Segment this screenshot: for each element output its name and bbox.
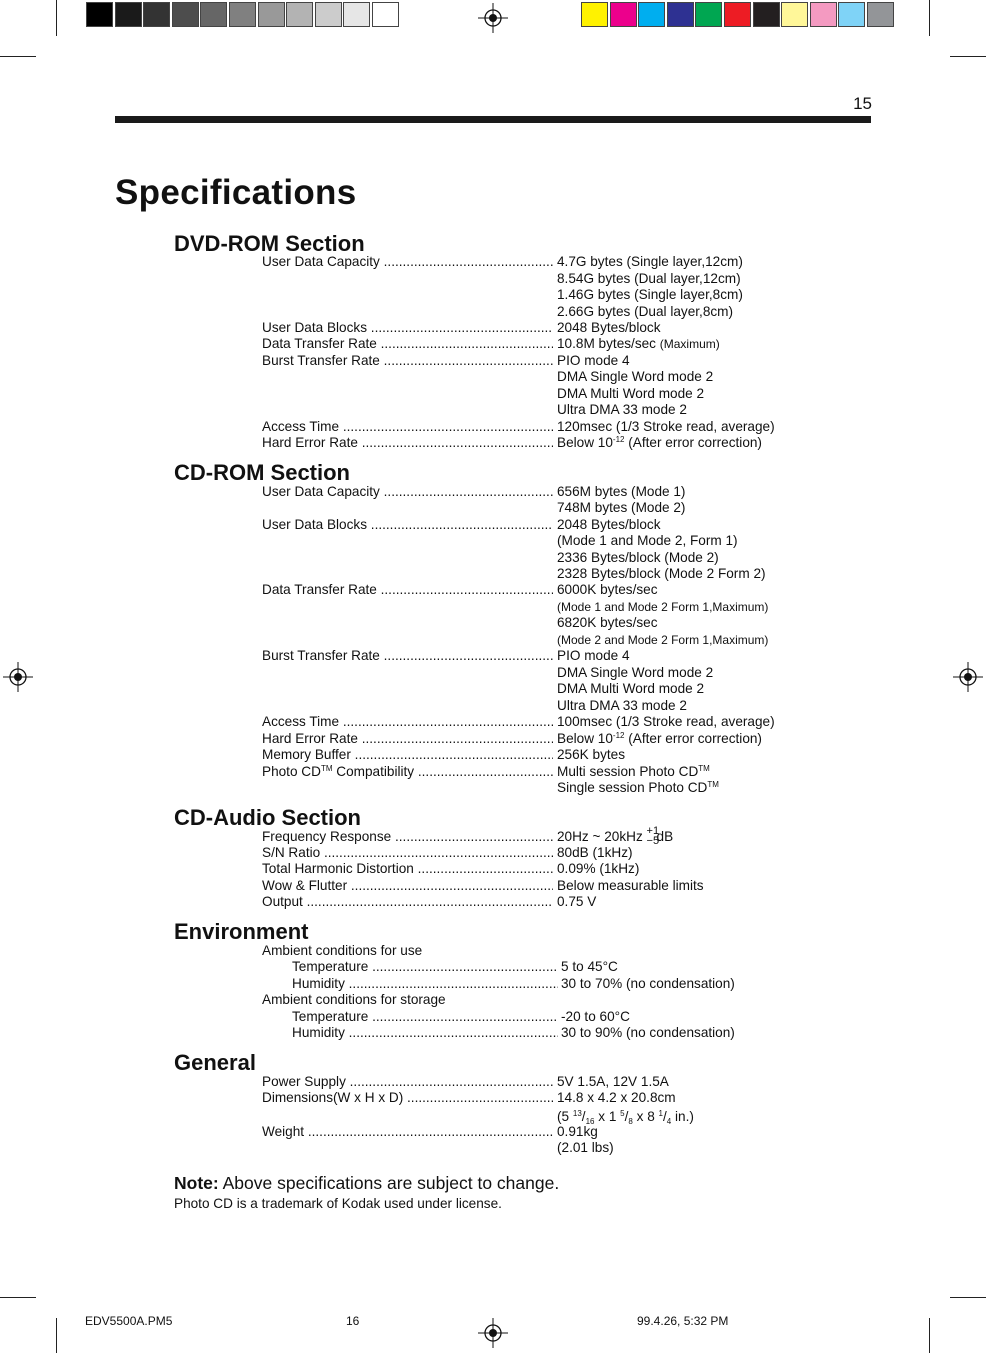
spec-value: 4.7G bytes (Single layer,12cm): [557, 254, 743, 269]
spec-label: Hard Error Rate .....: [262, 731, 553, 748]
color-swatch: [610, 2, 637, 27]
spec-label: Access Time .....: [262, 714, 553, 731]
spec-label: Hard Error Rate .....: [262, 435, 553, 452]
spec-value: 2336 Bytes/block (Mode 2): [557, 550, 719, 565]
spec-value: 100msec (1/3 Stroke read, average): [557, 714, 775, 729]
crop-mark: [0, 56, 36, 57]
spec-label: Burst Transfer Rate .....: [262, 353, 553, 370]
spec-value: 14.8 x 4.2 x 20.8cm: [557, 1090, 676, 1105]
spec-label: Temperature .....: [292, 959, 558, 976]
color-swatch: [753, 2, 780, 27]
spec-value: 20Hz ~ 20kHz +1 −5 dB: [557, 825, 674, 847]
color-swatch: [143, 2, 170, 27]
color-swatch: [315, 2, 342, 27]
footer-filename: EDV5500A.PM5: [85, 1314, 173, 1328]
color-swatch: [86, 2, 113, 27]
color-swatch: [372, 2, 399, 27]
spec-label: Frequency Response .....: [262, 829, 553, 846]
color-swatch: [810, 2, 837, 27]
header-rule: [115, 116, 871, 123]
spec-value: 5 to 45°C: [561, 959, 618, 974]
spec-value: 2.66G bytes (Dual layer,8cm): [557, 304, 734, 319]
page-title: Specifications: [115, 173, 357, 212]
section-heading-cd-audio: CD-Audio Section: [174, 805, 361, 830]
crop-mark: [56, 0, 57, 36]
spec-label: User Data Blocks .....: [262, 517, 553, 534]
spec-label: Wow & Flutter .....: [262, 878, 553, 895]
color-swatch: [838, 2, 865, 27]
spec-label: Data Transfer Rate .....: [262, 582, 553, 599]
color-swatch: [286, 2, 313, 27]
spec-value: (Mode 1 and Mode 2, Form 1): [557, 533, 738, 548]
spec-value: PIO mode 4: [557, 353, 630, 368]
spec-value: DMA Multi Word mode 2: [557, 681, 705, 696]
color-swatch: [867, 2, 894, 27]
spec-value: 10.8M bytes/sec (Maximum): [557, 336, 720, 351]
spec-label: User Data Capacity .....: [262, 254, 553, 271]
spec-value: -20 to 60°C: [561, 1009, 630, 1024]
spec-value: (Mode 1 and Mode 2 Form 1,Maximum): [557, 600, 769, 614]
spec-value: 2048 Bytes/block: [557, 320, 661, 335]
spec-label: S/N Ratio .....: [262, 845, 553, 862]
crop-mark: [929, 1318, 930, 1353]
section-heading-cd-rom: CD-ROM Section: [174, 460, 350, 485]
spec-label: Memory Buffer .....: [262, 747, 553, 764]
registration-mark-icon: [478, 1318, 508, 1348]
spec-label: Output .....: [262, 894, 553, 911]
color-swatch: [724, 2, 751, 27]
footer-page: 16: [346, 1314, 360, 1328]
spec-value: 748M bytes (Mode 2): [557, 500, 686, 515]
spec-label: Temperature .....: [292, 1009, 558, 1026]
spec-value: DMA Single Word mode 2: [557, 369, 714, 384]
color-swatch: [115, 2, 142, 27]
spec-value: PIO mode 4: [557, 648, 630, 663]
color-swatch: [695, 2, 722, 27]
color-swatch: [581, 2, 608, 27]
spec-value: 5V 1.5A, 12V 1.5A: [557, 1074, 669, 1089]
spec-label: User Data Capacity .....: [262, 484, 553, 501]
spec-value: 1.46G bytes (Single layer,8cm): [557, 287, 743, 302]
spec-value: (5 $^{13}/_{16}$ x 1 $^5/_8$ x 8 $^1/_4$ in.): [557, 1109, 694, 1126]
page-number: 15: [853, 94, 872, 113]
spec-value: Ultra DMA 33 mode 2: [557, 698, 687, 713]
spec-value: 6000K bytes/sec: [557, 582, 658, 597]
section-heading-general: General: [174, 1050, 256, 1075]
color-swatch: [200, 2, 227, 27]
spec-label: Total Harmonic Distortion .....: [262, 861, 553, 878]
spec-label: Access Time .....: [262, 419, 553, 436]
crop-mark: [929, 0, 930, 36]
registration-mark-icon: [3, 662, 33, 692]
color-swatch: [638, 2, 665, 27]
spec-value: DMA Multi Word mode 2: [557, 386, 705, 401]
color-swatch: [667, 2, 694, 27]
spec-subheading: Ambient conditions for storage: [262, 992, 446, 1007]
spec-value: 656M bytes (Mode 1): [557, 484, 686, 499]
crop-mark: [56, 1318, 57, 1353]
trademark-notice: Photo CD is a trademark of Kodak used under license.: [174, 1196, 502, 1211]
spec-label: Humidity .....: [292, 1025, 558, 1042]
spec-label: Photo CD™ Compatibility .....: [262, 764, 553, 781]
color-swatch: [172, 2, 199, 27]
crop-mark: [0, 1297, 36, 1298]
crop-mark: [950, 1297, 986, 1298]
spec-value: 8.54G bytes (Dual layer,12cm): [557, 271, 741, 286]
spec-value: Below $10^{-12}$ (After error correction): [557, 731, 762, 746]
spec-value: DMA Single Word mode 2: [557, 665, 714, 680]
color-swatch: [781, 2, 808, 27]
spec-value: 30 to 70% (no condensation): [561, 976, 735, 991]
spec-value: 6820K bytes/sec: [557, 615, 658, 630]
registration-mark-icon: [953, 662, 983, 692]
spec-label: Burst Transfer Rate .....: [262, 648, 553, 665]
spec-label: Data Transfer Rate .....: [262, 336, 553, 353]
spec-value: 30 to 90% (no condensation): [561, 1025, 735, 1040]
color-swatch: [258, 2, 285, 27]
spec-label: User Data Blocks .....: [262, 320, 553, 337]
registration-mark-icon: [478, 3, 508, 33]
spec-value: 0.75 V: [557, 894, 597, 909]
spec-value: 80dB (1kHz): [557, 845, 633, 860]
spec-value: Below $10^{-12}$ (After error correction): [557, 435, 762, 450]
spec-value: 0.09% (1kHz): [557, 861, 640, 876]
spec-value: (2.01 lbs): [557, 1140, 614, 1155]
color-swatch: [343, 2, 370, 27]
crop-mark: [950, 56, 986, 57]
color-swatch: [229, 2, 256, 27]
spec-value: 256K bytes: [557, 747, 626, 762]
footer-date: 99.4.26, 5:32 PM: [637, 1314, 729, 1328]
spec-value: (Mode 2 and Mode 2 Form 1,Maximum): [557, 633, 769, 647]
spec-value: 0.91kg: [557, 1124, 598, 1139]
spec-value: 120msec (1/3 Stroke read, average): [557, 419, 775, 434]
spec-value: Multi session Photo CD™: [557, 764, 710, 779]
spec-subheading: Ambient conditions for use: [262, 943, 423, 958]
spec-label: Power Supply .....: [262, 1074, 553, 1091]
section-heading-environment: Environment: [174, 919, 309, 944]
spec-label: Humidity .....: [292, 976, 558, 993]
section-heading-dvd-rom: DVD-ROM Section: [174, 231, 365, 256]
spec-value: Single session Photo CD™: [557, 780, 719, 795]
spec-value: 2048 Bytes/block: [557, 517, 661, 532]
spec-value: Below measurable limits: [557, 878, 704, 893]
spec-label: Weight .....: [262, 1124, 553, 1141]
change-note: Note: Above specifications are subject to change.: [174, 1173, 560, 1193]
spec-value: 2328 Bytes/block (Mode 2 Form 2): [557, 566, 766, 581]
spec-label: Dimensions(W x H x D) .....: [262, 1090, 553, 1107]
spec-value: Ultra DMA 33 mode 2: [557, 402, 687, 417]
